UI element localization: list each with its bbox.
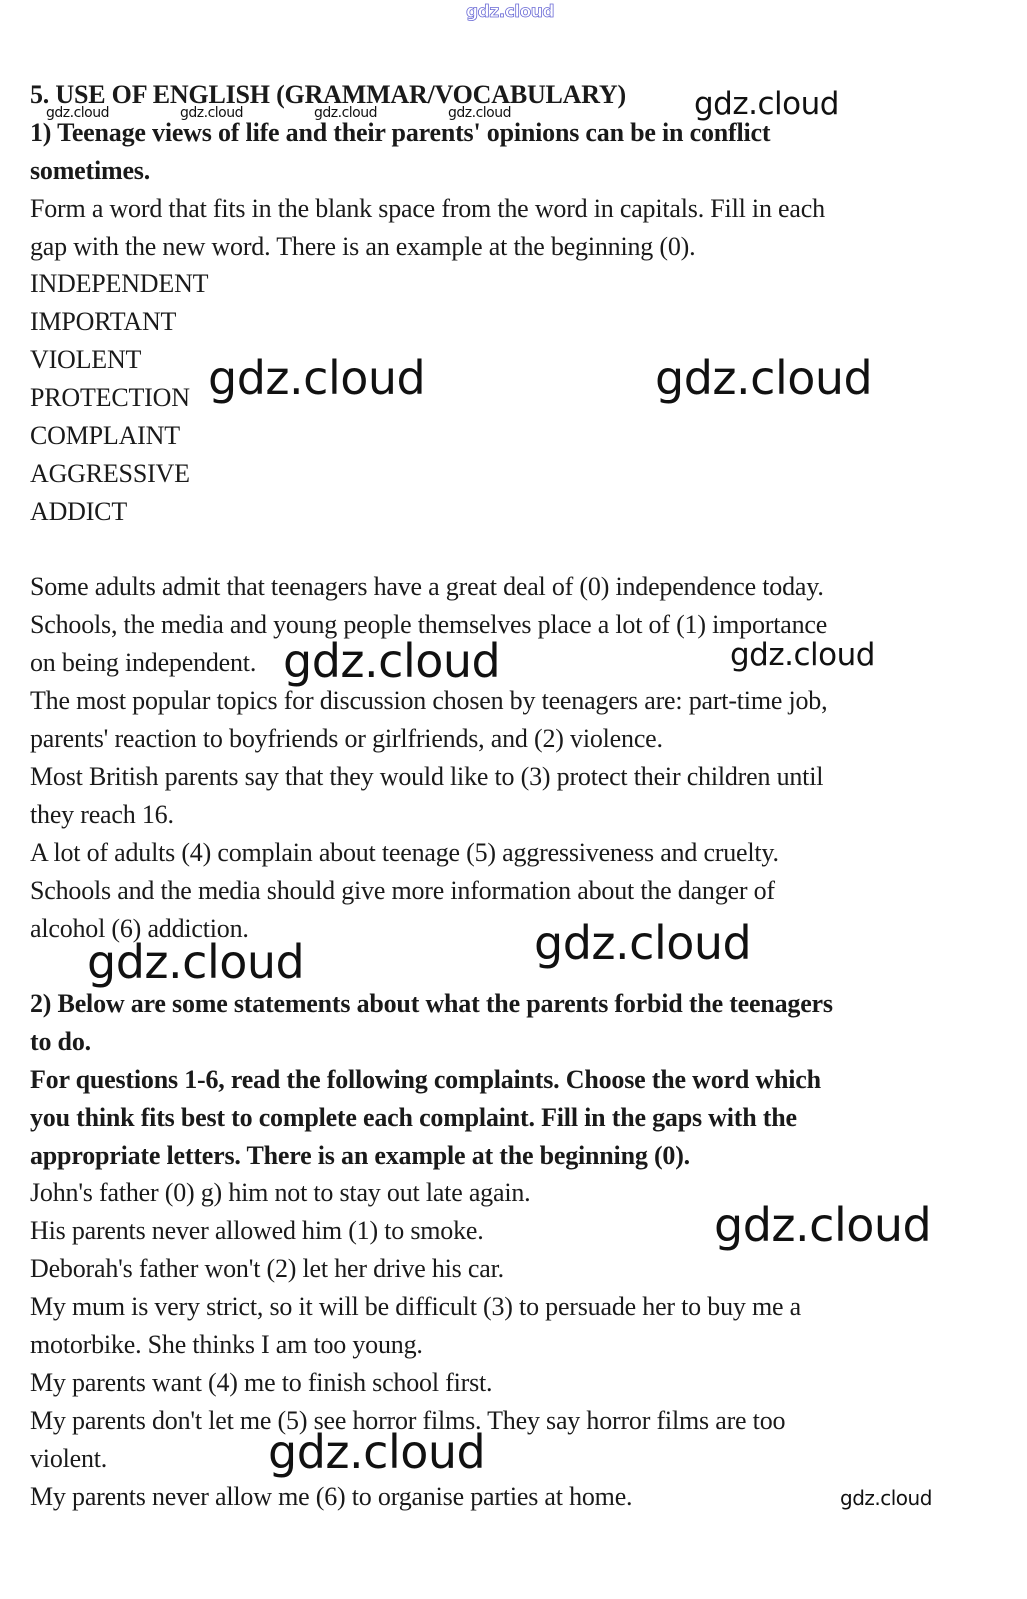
task2-title-line: appropriate letters. There is an example at the beginning (0). — [30, 1141, 690, 1170]
watermark-large-1: gdz.cloud — [208, 351, 426, 405]
watermark-small-bottom: gdz.cloud — [840, 1486, 932, 1510]
task1-text-line: parents' reaction to boyfriends or girlfriends, and (2) violence. — [30, 724, 663, 753]
task1-text-line: on being independent. — [30, 648, 257, 677]
task2-text-line: My parents want (4) me to finish school first. — [30, 1368, 493, 1397]
task2-text-line: My mum is very strict, so it will be difficult (3) to persuade her to buy me a — [30, 1292, 801, 1321]
task2-text-line: Deborah's father won't (2) let her drive his car. — [30, 1254, 504, 1283]
task2-text-line: His parents never allowed him (1) to smoke. — [30, 1216, 484, 1245]
task1-text-line: A lot of adults (4) complain about teenage (5) aggressiveness and cruelty. — [30, 838, 779, 867]
task1-text-line: Some adults admit that teenagers have a great deal of (0) independence today. — [30, 572, 824, 601]
task2-text-line: violent. — [30, 1444, 108, 1473]
word-list-item: IMPORTANT — [30, 307, 177, 336]
task2-text-line: My parents never allow me (6) to organise parties at home. — [30, 1482, 633, 1511]
task2-text-line: My parents don't let me (5) see horror films. They say horror films are too — [30, 1406, 786, 1435]
section-heading: 5. USE OF ENGLISH (GRAMMAR/VOCABULARY) — [30, 80, 626, 109]
watermark-medium-1: gdz.cloud — [730, 637, 875, 673]
watermark-heading: gdz.cloud — [694, 86, 839, 122]
task1-title-line1: 1) Teenage views of life and their parents' opinions can be in conflict — [30, 118, 771, 147]
word-list-item: COMPLAINT — [30, 421, 180, 450]
watermark-large-5: gdz.cloud — [87, 935, 305, 989]
word-list-item: INDEPENDENT — [30, 269, 209, 298]
watermark-small-4: gdz.cloud — [448, 105, 511, 121]
word-list-item: VIOLENT — [30, 345, 142, 374]
task1-text-line: The most popular topics for discussion chosen by teenagers are: part-time job, — [30, 686, 828, 715]
task2-title-line: 2) Below are some statements about what the parents forbid the teenagers — [30, 989, 833, 1018]
task1-text-line: alcohol (6) addiction. — [30, 914, 249, 943]
task1-text-line: Schools, the media and young people themselves place a lot of (1) importance — [30, 610, 828, 639]
word-list-item: AGGRESSIVE — [30, 459, 190, 488]
task2-title-line: For questions 1-6, read the following complaints. Choose the word which — [30, 1065, 821, 1094]
watermark-large-3: gdz.cloud — [283, 634, 501, 688]
task1-text-line: they reach 16. — [30, 800, 174, 829]
task1-title-line2: sometimes. — [30, 156, 151, 185]
task1-instruction-line1: Form a word that fits in the blank space from the word in capitals. Fill in each — [30, 194, 825, 223]
task1-instruction-line2: gap with the new word. There is an example at the beginning (0). — [30, 232, 696, 261]
watermark-large-7: gdz.cloud — [268, 1425, 486, 1479]
task1-text-line: Most British parents say that they would like to (3) protect their children until — [30, 762, 824, 791]
watermark-small-1: gdz.cloud — [46, 105, 109, 121]
watermark-large-4: gdz.cloud — [534, 916, 752, 970]
task2-title-line: to do. — [30, 1027, 91, 1056]
task1-text-line: Schools and the media should give more information about the danger of — [30, 876, 775, 905]
watermark-large-2: gdz.cloud — [655, 351, 873, 405]
watermark-small-3: gdz.cloud — [314, 105, 377, 121]
watermark-large-6: gdz.cloud — [714, 1198, 932, 1252]
task2-text-line: motorbike. She thinks I am too young. — [30, 1330, 423, 1359]
watermark-small-2: gdz.cloud — [180, 105, 243, 121]
word-list-item: ADDICT — [30, 497, 128, 526]
word-list-item: PROTECTION — [30, 383, 190, 412]
task2-text-line: John's father (0) g) him not to stay out late again. — [30, 1178, 531, 1207]
watermark-top: gdz.cloud — [466, 2, 555, 22]
task2-title-line: you think fits best to complete each complaint. Fill in the gaps with the — [30, 1103, 797, 1132]
